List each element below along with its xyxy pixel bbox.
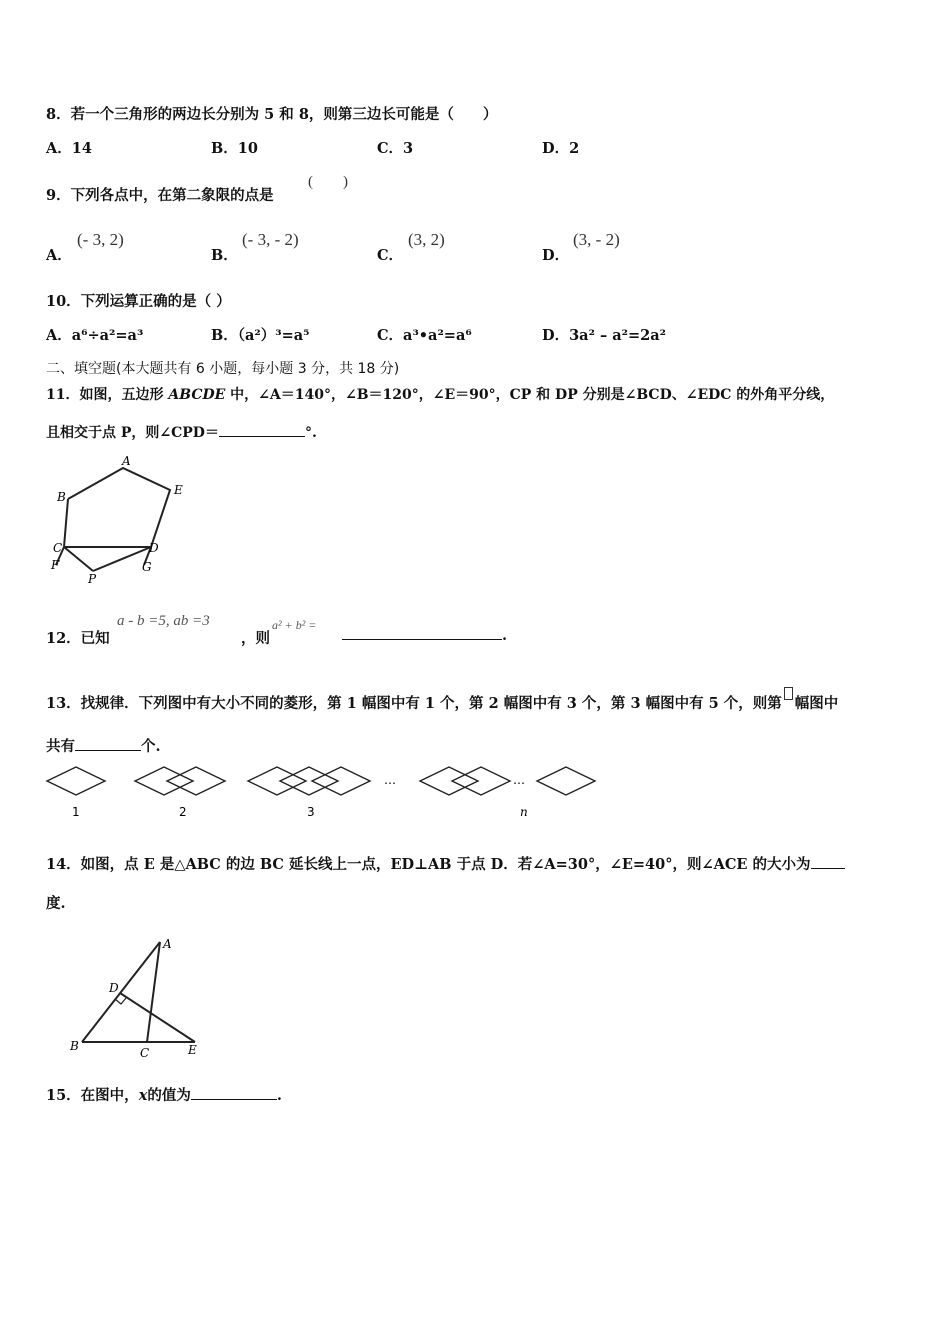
- q11-pentagon-name: ABCDE: [168, 387, 226, 403]
- q14-line1: [46, 853, 845, 874]
- q11-label-b: B: [57, 490, 66, 504]
- q13-label-3: 3: [307, 805, 315, 819]
- q8-option-d: D．2: [542, 140, 580, 157]
- q11-label-g: G: [142, 560, 152, 574]
- q8-option-c: C．3: [377, 140, 414, 157]
- q8-option-a: A．14: [46, 140, 92, 157]
- q12-given: a - b =5, ab =3: [117, 613, 210, 629]
- q13-rhombus-figures: [40, 762, 610, 824]
- q13-missing-n-box: [784, 687, 793, 700]
- q13-answer-blank[interactable]: [75, 749, 141, 751]
- q10-option-a: [46, 324, 143, 345]
- section-2-title: 二、填空题(本大题共有 6 小题，每小题 3 分，共 18 分): [46, 361, 400, 377]
- q14-label-e: E: [188, 1043, 197, 1057]
- q9-stem: 9．下列各点中，在第二象限的点是: [46, 187, 274, 204]
- q14-answer-blank[interactable]: [811, 867, 845, 869]
- q13-ellipsis-1: …: [384, 773, 396, 787]
- q14-label-b: B: [70, 1039, 79, 1053]
- q9-answer-paren: ( ): [308, 174, 348, 190]
- q14-label-d: D: [109, 981, 119, 995]
- q8-option-b: B．10: [211, 140, 258, 157]
- q13-label-2: 2: [179, 805, 187, 819]
- q11-pentagon-lines: [56, 468, 170, 571]
- q10-option-b: [211, 324, 310, 345]
- q11-pentagon-figure: [45, 455, 195, 590]
- q14-triangle-lines: [82, 942, 195, 1042]
- q13-label-1: 1: [72, 805, 80, 819]
- q9-option-c-point: (3, 2): [408, 230, 445, 249]
- q9-option-c-letter: C．: [377, 247, 404, 264]
- q12-suffix: .: [502, 627, 508, 644]
- q10-stem: 10．下列运算正确的是（ ）: [46, 293, 231, 310]
- q13-line2: [46, 735, 161, 756]
- q11-line2: [46, 422, 317, 442]
- q13-line1-text: 13．找规律．下列图中有大小不同的菱形，第 1 幅图中有 1 个，第 2 幅图中有 3 个，第 3 幅图中有 5 个，则第: [46, 695, 782, 712]
- q10-option-c-text: a³•a²=a⁶: [403, 327, 472, 344]
- q11-line1: [46, 384, 834, 404]
- q15-suffix-pre: 的值为: [147, 1087, 191, 1104]
- q11-line1-prefix: 11．如图，五边形: [46, 387, 169, 403]
- q8-stem: 8．若一个三角形的两边长分别为 5 和 8，则第三边长可能是（ ）: [46, 106, 498, 123]
- q9-option-a-letter: A．: [46, 247, 72, 264]
- q11-line2-suffix: °.: [304, 425, 317, 441]
- q9-option-d-point: (3, - 2): [573, 230, 620, 249]
- q9-option-b-point: (- 3, - 2): [242, 230, 299, 249]
- q13-label-n: n: [520, 805, 528, 819]
- q10-option-b-text: （a²）³=a⁵: [237, 327, 310, 344]
- q11-label-p: P: [88, 572, 97, 586]
- q11-label-f: F: [51, 558, 60, 572]
- q10-option-a-letter: A．: [46, 327, 72, 344]
- q15-prefix: 15．在图中，: [46, 1087, 139, 1104]
- q10-option-c-letter: C．: [377, 327, 404, 344]
- q11-label-c: C: [53, 541, 63, 555]
- q15-line: [46, 1084, 282, 1105]
- q9-option-b-letter: B．: [211, 247, 238, 264]
- q12-prefix: 12．已知: [46, 630, 110, 647]
- q13-ellipsis-2: …: [513, 773, 525, 787]
- q11-answer-blank[interactable]: [219, 435, 305, 437]
- q15-variable: x: [138, 1087, 148, 1104]
- q14-label-c: C: [140, 1046, 150, 1060]
- q14-label-a: A: [163, 937, 172, 951]
- q11-label-e: E: [174, 483, 183, 497]
- q12-expression: a² + b² =: [272, 618, 317, 632]
- q13-line2-suffix: 个.: [141, 738, 161, 755]
- q14-line1-text: 14．如图，点 E 是△ABC 的边 BC 延长线上一点，ED⊥AB 于点 D．若∠A=30°，∠E=40°，则∠ACE 的大小为: [46, 856, 811, 873]
- q10-option-d-letter: D．: [542, 327, 570, 344]
- q10-option-c: [377, 324, 472, 345]
- q15-answer-blank[interactable]: [191, 1098, 277, 1100]
- q11-line2-prefix: 且相交于点 P，则∠CPD＝: [46, 425, 219, 441]
- q14-triangle-figure: [60, 932, 220, 1062]
- q9-option-d-letter: D．: [542, 247, 570, 264]
- q13-line1: [46, 687, 838, 713]
- q12-mid: ，则: [241, 630, 270, 647]
- q11-label-d: D: [149, 541, 159, 555]
- q13-line2-prefix: 共有: [46, 738, 75, 755]
- q11-line1-rest: 中，∠A＝140°，∠B＝120°，∠E＝90°，CP 和 DP 分别是∠BCD、∠EDC 的外角平分线，: [225, 387, 835, 403]
- q10-option-d-text: 3a² – a²=2a²: [569, 327, 666, 344]
- q14-line2: 度.: [46, 895, 66, 912]
- q13-line1-end: 幅图中: [794, 695, 839, 712]
- q11-label-a: A: [122, 454, 131, 468]
- q10-option-d: [542, 324, 666, 345]
- q12-answer-line: [342, 627, 507, 644]
- q15-suffix: .: [276, 1087, 282, 1104]
- q10-option-b-letter: B．: [211, 327, 238, 344]
- q9-option-a-point: (- 3, 2): [77, 230, 124, 249]
- q12-answer-blank[interactable]: [342, 638, 502, 640]
- q10-option-a-text: a⁶÷a²=a³: [71, 327, 144, 344]
